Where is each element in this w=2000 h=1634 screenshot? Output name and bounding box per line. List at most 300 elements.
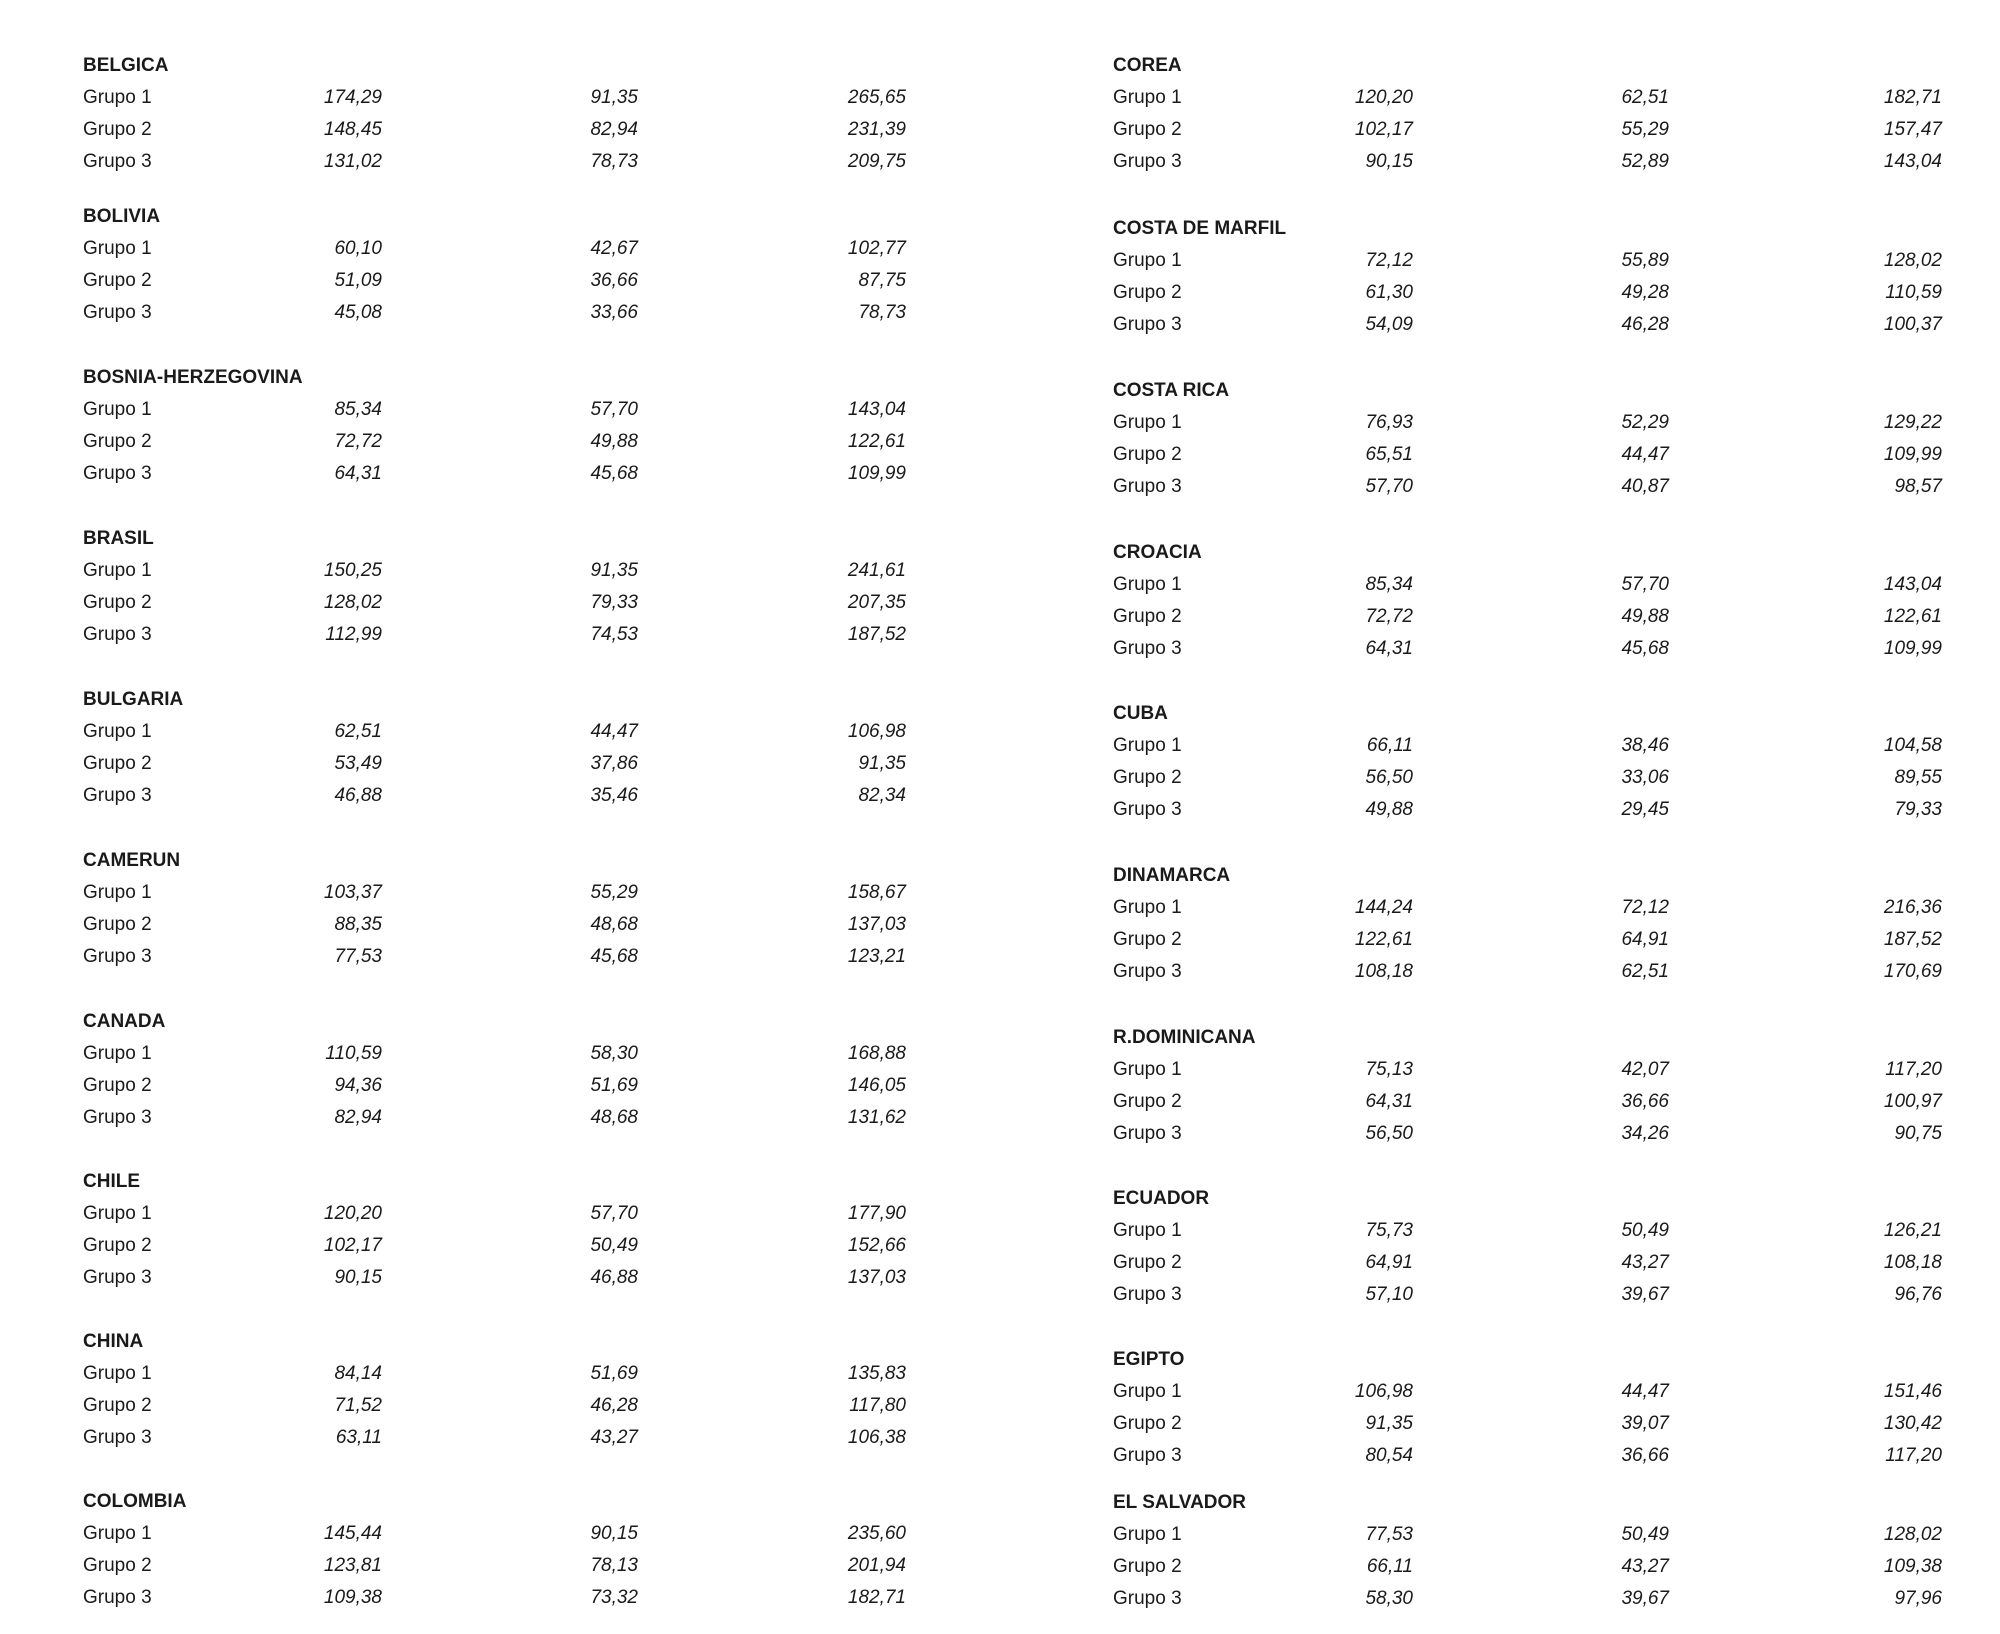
value-cell: 91,35: [1365, 1413, 1413, 1434]
value-cell: 82,34: [858, 785, 906, 806]
value-cell: 123,81: [323, 1555, 382, 1576]
value-cell: 231,39: [847, 119, 906, 140]
value-cell: 128,02: [323, 592, 382, 613]
value-cell: 100,97: [1883, 1091, 1942, 1112]
group-label: Grupo 3: [1113, 1588, 1182, 1609]
value-cell: 265,65: [847, 87, 906, 108]
country-name: COSTA RICA: [1113, 380, 1230, 401]
value-cell: 97,96: [1894, 1588, 1942, 1609]
value-cell: 187,52: [1883, 929, 1942, 950]
value-cell: 85,34: [334, 399, 382, 420]
table-row: [0, 592, 1000, 622]
value-cell: 43,27: [1621, 1556, 1669, 1577]
table-row: [1030, 1252, 2000, 1282]
value-cell: 187,52: [847, 624, 906, 645]
value-cell: 72,12: [1365, 250, 1413, 271]
value-cell: 78,73: [590, 151, 638, 172]
value-cell: 82,94: [334, 1107, 382, 1128]
value-cell: 43,27: [590, 1427, 638, 1448]
value-cell: 57,70: [1621, 574, 1669, 595]
value-cell: 45,68: [1621, 638, 1669, 659]
value-cell: 100,37: [1883, 314, 1942, 335]
value-cell: 72,72: [1365, 606, 1413, 627]
value-cell: 182,71: [847, 1587, 906, 1608]
value-cell: 58,30: [590, 1043, 638, 1064]
table-row: [1030, 1059, 2000, 1089]
value-cell: 109,38: [323, 1587, 382, 1608]
value-cell: 129,22: [1883, 412, 1942, 433]
value-cell: 56,50: [1365, 1123, 1413, 1144]
value-cell: 117,20: [1885, 1445, 1942, 1466]
value-cell: 44,47: [1621, 1381, 1669, 1402]
value-cell: 48,68: [590, 914, 638, 935]
group-label: Grupo 1: [83, 1043, 152, 1064]
value-cell: 49,88: [1365, 799, 1413, 820]
value-cell: 46,88: [590, 1267, 638, 1288]
group-label: Grupo 2: [83, 592, 152, 613]
value-cell: 145,44: [323, 1523, 382, 1544]
value-cell: 76,93: [1365, 412, 1413, 433]
table-row: [0, 270, 1000, 300]
country-name: BOSNIA-HERZEGOVINA: [83, 367, 303, 388]
group-label: Grupo 2: [83, 431, 152, 452]
table-row: [0, 399, 1000, 429]
value-cell: 108,18: [1354, 961, 1413, 982]
group-label: Grupo 3: [83, 1587, 152, 1608]
table-row: [1030, 1556, 2000, 1586]
group-label: Grupo 2: [1113, 767, 1182, 788]
group-label: Grupo 1: [1113, 735, 1182, 756]
value-cell: 144,24: [1354, 897, 1413, 918]
table-row: [0, 1203, 1000, 1233]
value-cell: 44,47: [1621, 444, 1669, 465]
group-label: Grupo 2: [83, 753, 152, 774]
value-cell: 56,50: [1365, 767, 1413, 788]
value-cell: 117,80: [849, 1395, 906, 1416]
value-cell: 63,11: [335, 1427, 382, 1448]
group-label: Grupo 2: [1113, 282, 1182, 303]
value-cell: 46,28: [1621, 314, 1669, 335]
table-row: [0, 1235, 1000, 1265]
value-cell: 77,53: [1365, 1524, 1413, 1545]
value-cell: 91,35: [590, 87, 638, 108]
value-cell: 106,98: [1354, 1381, 1413, 1402]
value-cell: 241,61: [847, 560, 906, 581]
table-row: [0, 1523, 1000, 1553]
value-cell: 64,91: [1621, 929, 1669, 950]
value-cell: 91,35: [858, 753, 906, 774]
value-cell: 98,57: [1894, 476, 1942, 497]
value-cell: 109,99: [847, 463, 906, 484]
group-label: Grupo 3: [83, 946, 152, 967]
value-cell: 174,29: [323, 87, 382, 108]
country-name: BULGARIA: [83, 689, 184, 710]
value-cell: 152,66: [847, 1235, 906, 1256]
value-cell: 73,32: [590, 1587, 638, 1608]
value-cell: 79,33: [1894, 799, 1942, 820]
table-row: [0, 1427, 1000, 1457]
value-cell: 62,51: [334, 721, 382, 742]
table-row: [1030, 119, 2000, 149]
country-name: COLOMBIA: [83, 1491, 187, 1512]
value-cell: 39,07: [1621, 1413, 1669, 1434]
value-cell: 80,54: [1365, 1445, 1413, 1466]
group-label: Grupo 3: [83, 151, 152, 172]
table-row: [0, 119, 1000, 149]
group-label: Grupo 2: [1113, 1091, 1182, 1112]
country-name: COSTA DE MARFIL: [1113, 218, 1287, 239]
value-cell: 150,25: [323, 560, 382, 581]
value-cell: 102,17: [323, 1235, 382, 1256]
table-row: [0, 721, 1000, 751]
table-row: [0, 1587, 1000, 1617]
table-row: [1030, 735, 2000, 765]
value-cell: 82,94: [590, 119, 638, 140]
value-cell: 137,03: [847, 1267, 906, 1288]
value-cell: 146,05: [847, 1075, 906, 1096]
value-cell: 46,88: [334, 785, 382, 806]
group-label: Grupo 2: [83, 1075, 152, 1096]
value-cell: 90,75: [1894, 1123, 1942, 1144]
table-row: [1030, 1381, 2000, 1411]
table-row: [0, 1075, 1000, 1105]
country-name: BRASIL: [83, 528, 154, 549]
group-label: Grupo 1: [83, 399, 152, 420]
table-row: [1030, 606, 2000, 636]
table-row: [0, 560, 1000, 590]
value-cell: 216,36: [1883, 897, 1942, 918]
country-name: CAMERUN: [83, 850, 181, 871]
table-row: [0, 463, 1000, 493]
value-cell: 168,88: [847, 1043, 906, 1064]
value-cell: 57,70: [590, 1203, 638, 1224]
group-label: Grupo 3: [83, 624, 152, 645]
value-cell: 75,13: [1365, 1059, 1413, 1080]
value-cell: 78,73: [858, 302, 906, 323]
table-row: [0, 1043, 1000, 1073]
value-cell: 38,46: [1621, 735, 1669, 756]
value-cell: 151,46: [1883, 1381, 1942, 1402]
value-cell: 51,69: [590, 1075, 638, 1096]
value-cell: 87,75: [858, 270, 906, 291]
value-cell: 135,83: [847, 1363, 906, 1384]
table-row: [1030, 476, 2000, 506]
table-row: [0, 785, 1000, 815]
value-cell: 117,20: [1885, 1059, 1942, 1080]
value-cell: 209,75: [847, 151, 906, 172]
value-cell: 157,47: [1883, 119, 1942, 140]
group-label: Grupo 2: [83, 119, 152, 140]
group-label: Grupo 1: [83, 87, 152, 108]
value-cell: 77,53: [334, 946, 382, 967]
table-row: [1030, 1284, 2000, 1314]
table-row: [1030, 799, 2000, 829]
table-row: [1030, 1413, 2000, 1443]
table-row: [1030, 1588, 2000, 1618]
country-name: BELGICA: [83, 55, 169, 76]
value-cell: 33,66: [590, 302, 638, 323]
group-label: Grupo 1: [83, 721, 152, 742]
table-row: [1030, 961, 2000, 991]
group-label: Grupo 1: [1113, 574, 1182, 595]
value-cell: 66,11: [1366, 1556, 1413, 1577]
group-label: Grupo 2: [83, 914, 152, 935]
group-label: Grupo 3: [1113, 961, 1182, 982]
value-cell: 143,04: [1883, 574, 1942, 595]
group-label: Grupo 1: [1113, 87, 1182, 108]
value-cell: 108,18: [1883, 1252, 1942, 1273]
group-label: Grupo 2: [83, 1555, 152, 1576]
value-cell: 49,88: [590, 431, 638, 452]
value-cell: 39,67: [1621, 1284, 1669, 1305]
value-cell: 51,69: [590, 1363, 638, 1384]
country-name: R.DOMINICANA: [1113, 1027, 1256, 1048]
value-cell: 123,21: [847, 946, 906, 967]
country-name: CHINA: [83, 1331, 144, 1352]
group-label: Grupo 3: [83, 1267, 152, 1288]
table-row: [1030, 314, 2000, 344]
table-row: [0, 914, 1000, 944]
value-cell: 74,53: [590, 624, 638, 645]
value-cell: 57,70: [590, 399, 638, 420]
table-row: [0, 238, 1000, 268]
table-row: [1030, 1220, 2000, 1250]
value-cell: 102,17: [1354, 119, 1413, 140]
value-cell: 235,60: [847, 1523, 906, 1544]
value-cell: 36,66: [590, 270, 638, 291]
table-row: [0, 1395, 1000, 1425]
country-name: BOLIVIA: [83, 206, 161, 227]
table-row: [1030, 1091, 2000, 1121]
group-label: Grupo 1: [1113, 1524, 1182, 1545]
group-label: Grupo 3: [83, 302, 152, 323]
value-cell: 49,28: [1621, 282, 1669, 303]
value-cell: 128,02: [1883, 250, 1942, 271]
group-label: Grupo 3: [1113, 638, 1182, 659]
value-cell: 35,46: [590, 785, 638, 806]
table-row: [1030, 151, 2000, 181]
value-cell: 207,35: [847, 592, 906, 613]
value-cell: 106,38: [847, 1427, 906, 1448]
value-cell: 44,47: [590, 721, 638, 742]
table-row: [1030, 1445, 2000, 1475]
value-cell: 110,59: [1885, 282, 1942, 303]
value-cell: 109,99: [1883, 638, 1942, 659]
value-cell: 64,31: [1365, 638, 1413, 659]
value-cell: 62,51: [1621, 961, 1669, 982]
value-cell: 50,49: [1621, 1524, 1669, 1545]
value-cell: 46,28: [590, 1395, 638, 1416]
value-cell: 34,26: [1621, 1123, 1669, 1144]
table-row: [1030, 638, 2000, 668]
value-cell: 201,94: [847, 1555, 906, 1576]
value-cell: 40,87: [1621, 476, 1669, 497]
value-cell: 48,68: [590, 1107, 638, 1128]
group-label: Grupo 1: [1113, 1059, 1182, 1080]
value-cell: 57,70: [1365, 476, 1413, 497]
value-cell: 65,51: [1365, 444, 1413, 465]
value-cell: 103,37: [323, 882, 382, 903]
value-cell: 90,15: [590, 1523, 638, 1544]
country-name: COREA: [1113, 55, 1182, 76]
value-cell: 170,69: [1883, 961, 1942, 982]
value-cell: 131,62: [847, 1107, 906, 1128]
value-cell: 131,02: [323, 151, 382, 172]
value-cell: 55,29: [590, 882, 638, 903]
value-cell: 42,07: [1621, 1059, 1669, 1080]
value-cell: 84,14: [334, 1363, 382, 1384]
value-cell: 45,68: [590, 463, 638, 484]
value-cell: 104,58: [1883, 735, 1942, 756]
country-name: EGIPTO: [1113, 1349, 1185, 1370]
value-cell: 61,30: [1365, 282, 1413, 303]
value-cell: 66,11: [1366, 735, 1413, 756]
table-row: [1030, 87, 2000, 117]
value-cell: 106,98: [847, 721, 906, 742]
value-cell: 52,29: [1621, 412, 1669, 433]
table-row: [0, 151, 1000, 181]
value-cell: 143,04: [1883, 151, 1942, 172]
group-label: Grupo 2: [83, 1395, 152, 1416]
table-row: [1030, 929, 2000, 959]
group-label: Grupo 2: [1113, 606, 1182, 627]
value-cell: 37,86: [590, 753, 638, 774]
table-row: [0, 946, 1000, 976]
value-cell: 51,09: [334, 270, 382, 291]
value-cell: 122,61: [1354, 929, 1413, 950]
value-cell: 72,72: [334, 431, 382, 452]
value-cell: 89,55: [1894, 767, 1942, 788]
group-label: Grupo 1: [1113, 412, 1182, 433]
value-cell: 58,30: [1365, 1588, 1413, 1609]
group-label: Grupo 2: [1113, 929, 1182, 950]
value-cell: 110,59: [325, 1043, 382, 1064]
group-label: Grupo 2: [1113, 444, 1182, 465]
value-cell: 90,15: [1365, 151, 1413, 172]
value-cell: 143,04: [847, 399, 906, 420]
value-cell: 60,10: [334, 238, 382, 259]
country-name: CHILE: [83, 1171, 140, 1192]
table-row: [1030, 1524, 2000, 1554]
table-row: [1030, 897, 2000, 927]
country-name: CUBA: [1113, 703, 1168, 724]
value-cell: 50,49: [1621, 1220, 1669, 1241]
value-cell: 45,08: [334, 302, 382, 323]
table-row: [0, 1267, 1000, 1297]
group-label: Grupo 3: [1113, 314, 1182, 335]
value-cell: 148,45: [323, 119, 382, 140]
group-label: Grupo 3: [83, 1107, 152, 1128]
value-cell: 39,67: [1621, 1588, 1669, 1609]
country-name: EL SALVADOR: [1113, 1492, 1247, 1513]
group-label: Grupo 1: [1113, 897, 1182, 918]
value-cell: 88,35: [334, 914, 382, 935]
value-cell: 96,76: [1894, 1284, 1942, 1305]
value-cell: 49,88: [1621, 606, 1669, 627]
value-cell: 137,03: [847, 914, 906, 935]
table-row: [0, 1107, 1000, 1137]
group-label: Grupo 2: [1113, 1252, 1182, 1273]
value-cell: 79,33: [590, 592, 638, 613]
table-row: [0, 431, 1000, 461]
value-cell: 102,77: [847, 238, 906, 259]
value-cell: 64,91: [1365, 1252, 1413, 1273]
value-cell: 128,02: [1883, 1524, 1942, 1545]
group-label: Grupo 3: [1113, 1123, 1182, 1144]
group-label: Grupo 2: [1113, 119, 1182, 140]
country-name: ECUADOR: [1113, 1188, 1210, 1209]
group-label: Grupo 3: [1113, 151, 1182, 172]
table-row: [1030, 574, 2000, 604]
value-cell: 130,42: [1883, 1413, 1942, 1434]
group-label: Grupo 2: [83, 1235, 152, 1256]
value-cell: 29,45: [1621, 799, 1669, 820]
group-label: Grupo 3: [83, 785, 152, 806]
value-cell: 71,52: [334, 1395, 382, 1416]
group-label: Grupo 1: [1113, 250, 1182, 271]
table-row: [1030, 282, 2000, 312]
value-cell: 126,21: [1883, 1220, 1942, 1241]
value-cell: 85,34: [1365, 574, 1413, 595]
value-cell: 45,68: [590, 946, 638, 967]
value-cell: 50,49: [590, 1235, 638, 1256]
group-label: Grupo 3: [83, 1427, 152, 1448]
table-row: [0, 87, 1000, 117]
value-cell: 120,20: [323, 1203, 382, 1224]
group-label: Grupo 1: [83, 1523, 152, 1544]
value-cell: 109,38: [1883, 1556, 1942, 1577]
table-row: [1030, 250, 2000, 280]
value-cell: 91,35: [590, 560, 638, 581]
value-cell: 122,61: [847, 431, 906, 452]
value-cell: 53,49: [334, 753, 382, 774]
table-row: [1030, 444, 2000, 474]
value-cell: 55,29: [1621, 119, 1669, 140]
table-row: [1030, 767, 2000, 797]
table-row: [0, 882, 1000, 912]
value-cell: 122,61: [1883, 606, 1942, 627]
group-label: Grupo 3: [1113, 1284, 1182, 1305]
group-label: Grupo 1: [83, 560, 152, 581]
value-cell: 64,31: [1365, 1091, 1413, 1112]
group-label: Grupo 2: [1113, 1413, 1182, 1434]
group-label: Grupo 2: [1113, 1556, 1182, 1577]
value-cell: 62,51: [1621, 87, 1669, 108]
value-cell: 36,66: [1621, 1445, 1669, 1466]
value-cell: 120,20: [1354, 87, 1413, 108]
country-name: CANADA: [83, 1011, 166, 1032]
value-cell: 33,06: [1621, 767, 1669, 788]
value-cell: 158,67: [847, 882, 906, 903]
table-row: [0, 624, 1000, 654]
table-row: [0, 1555, 1000, 1585]
group-label: Grupo 3: [1113, 476, 1182, 497]
country-name: DINAMARCA: [1113, 865, 1231, 886]
value-cell: 52,89: [1621, 151, 1669, 172]
value-cell: 72,12: [1621, 897, 1669, 918]
table-row: [1030, 1123, 2000, 1153]
table-row: [0, 302, 1000, 332]
group-label: Grupo 1: [1113, 1220, 1182, 1241]
value-cell: 54,09: [1365, 314, 1413, 335]
value-cell: 55,89: [1621, 250, 1669, 271]
value-cell: 90,15: [334, 1267, 382, 1288]
group-label: Grupo 1: [83, 882, 152, 903]
group-label: Grupo 2: [83, 270, 152, 291]
group-label: Grupo 3: [1113, 1445, 1182, 1466]
value-cell: 109,99: [1883, 444, 1942, 465]
value-cell: 64,31: [334, 463, 382, 484]
